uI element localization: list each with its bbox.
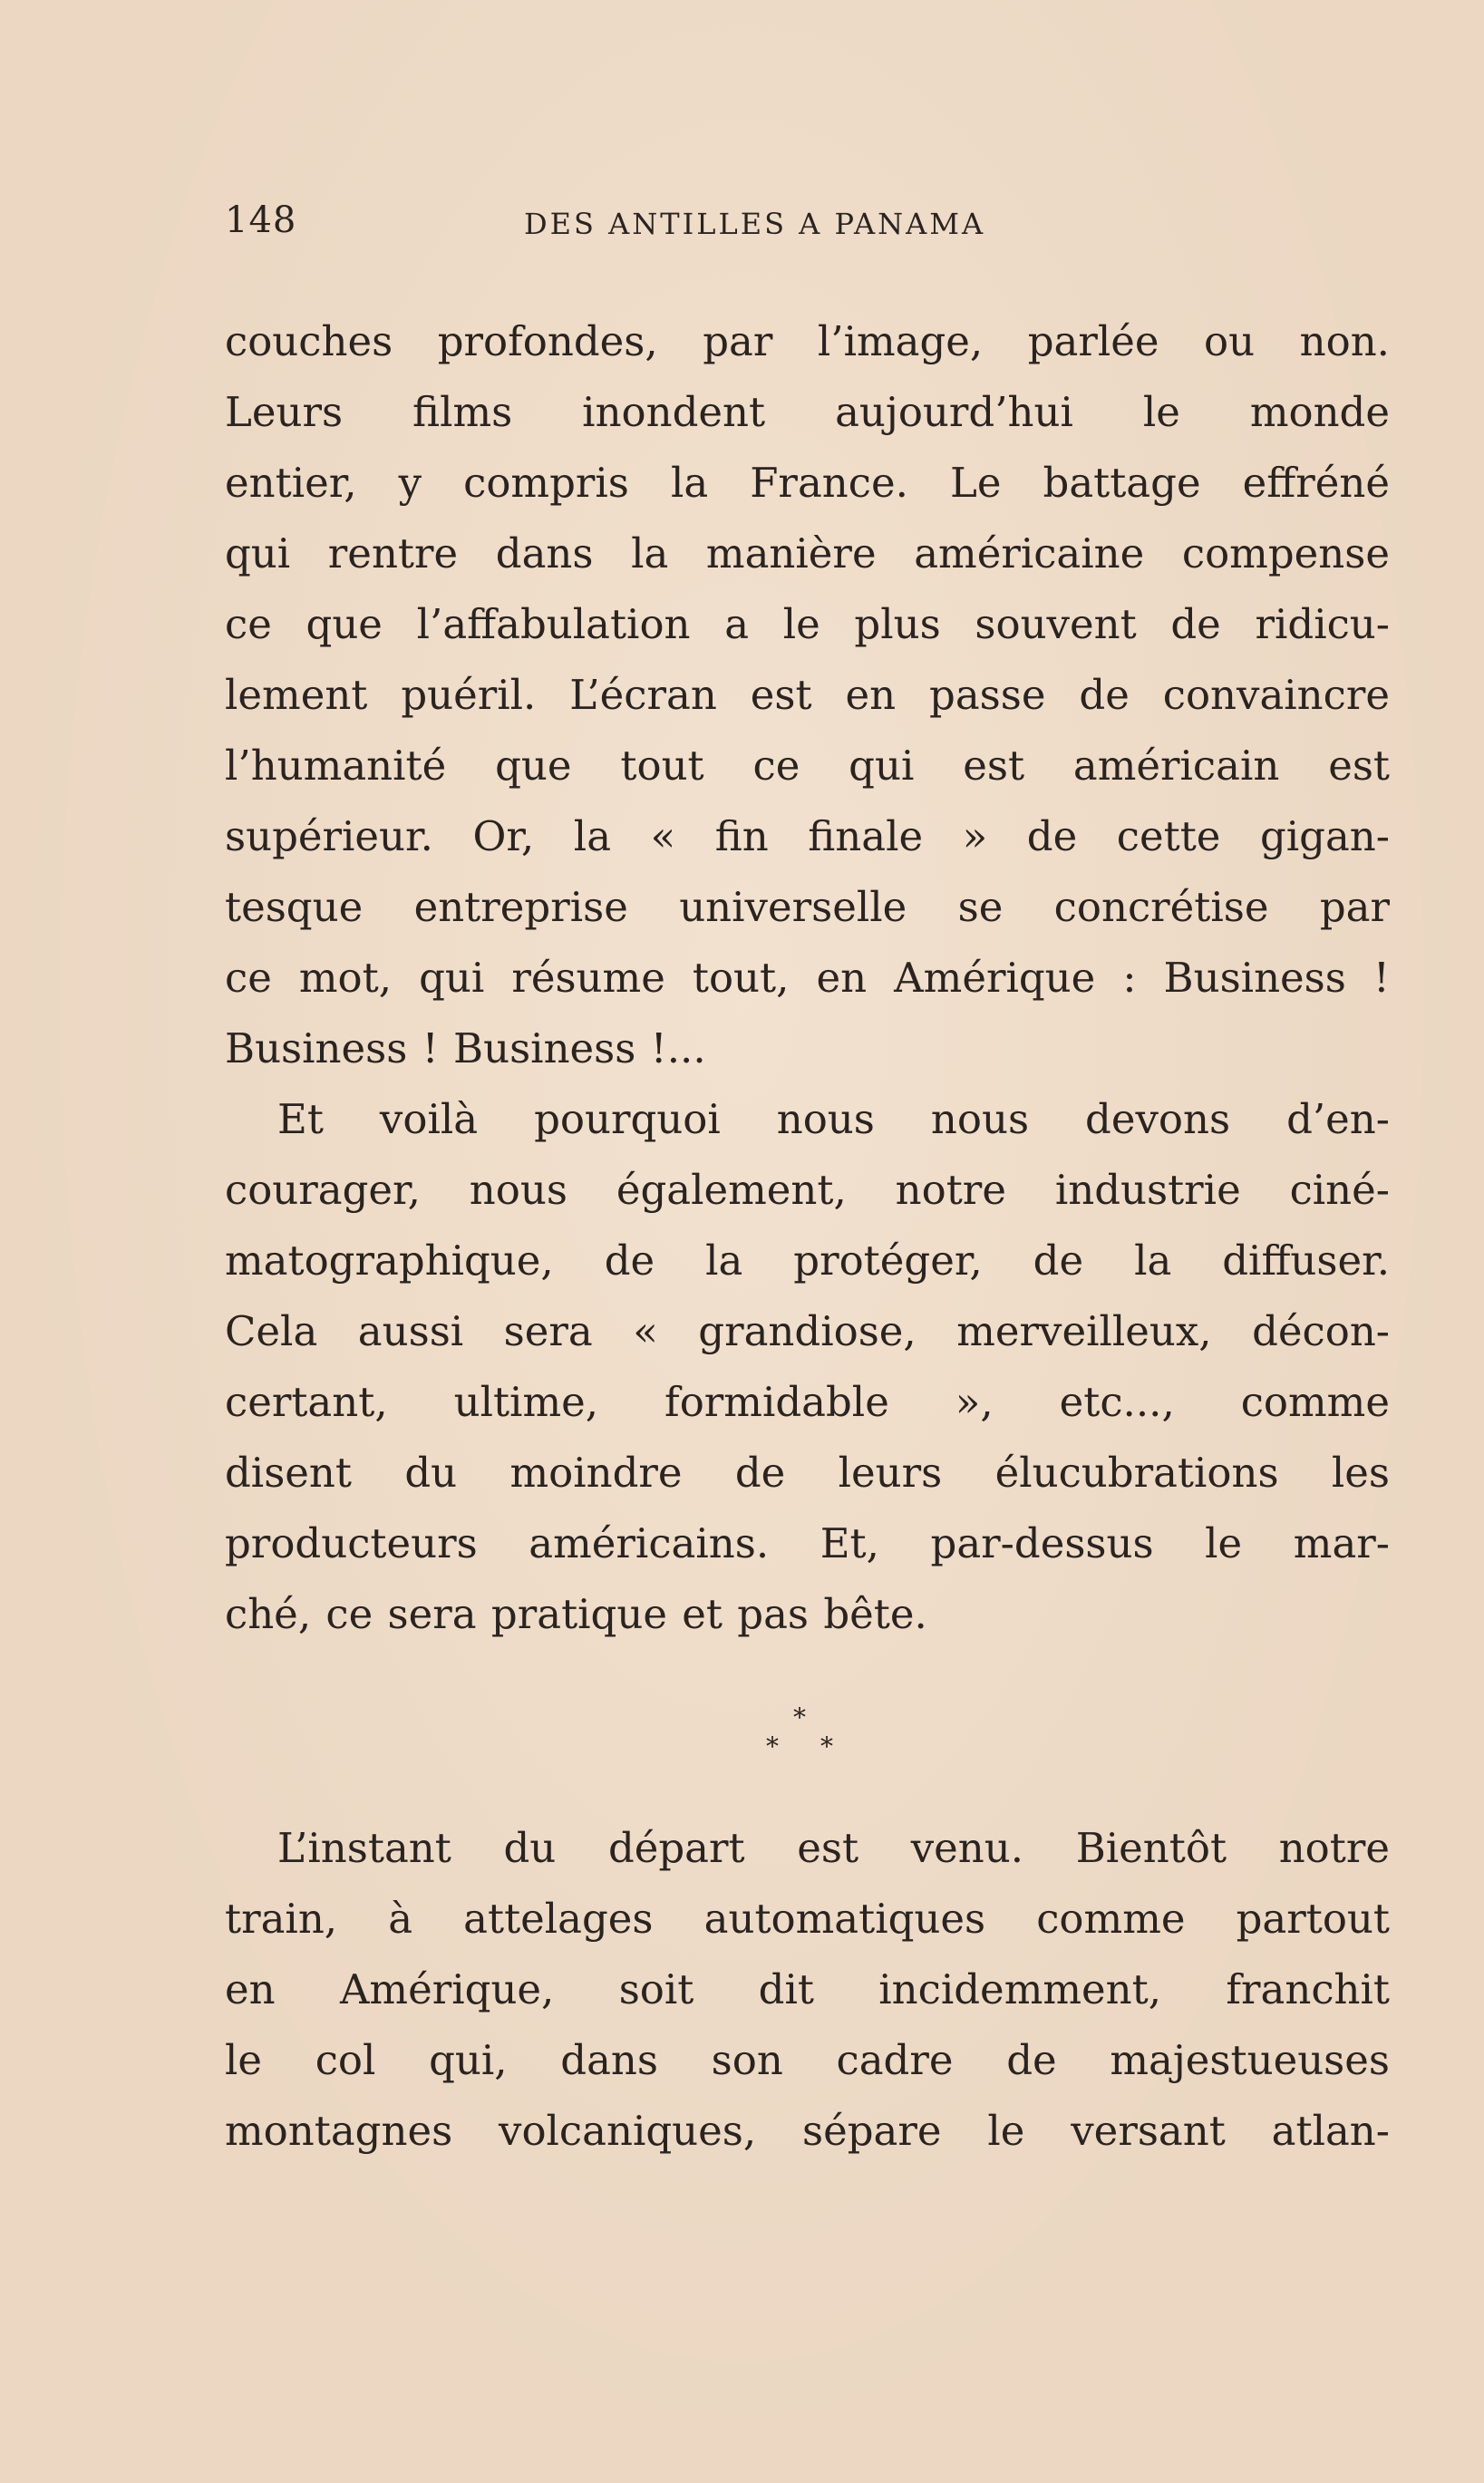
text-line: entier, y compris la France. Le battage effréné [225, 459, 1390, 507]
text-line: montagnes volcaniques, sépare le versant atlan- [225, 2107, 1390, 2155]
asterisk-glyph: * [766, 1731, 779, 1761]
text-line: Leurs films inondent aujourd’hui le monde [225, 388, 1390, 436]
text-line: courager, nous également, notre industrie ciné- [225, 1166, 1390, 1214]
text-line: Cela aussi sera « grandiose, merveilleux, décon- [225, 1307, 1390, 1355]
text-line: tesque entreprise universelle se concrétise par [225, 883, 1390, 931]
text-line: supérieur. Or, la « fin finale » de cette gigan- [225, 812, 1390, 860]
text-line: l’humanité que tout ce qui est américain est [225, 742, 1390, 790]
text-line: ce que l’affabulation a le plus souvent de ridicu- [225, 600, 1390, 648]
text-line: Et voilà pourquoi nous nous devons d’en- [277, 1095, 1390, 1143]
text-line: train, à attelages automatiques comme partout [225, 1895, 1390, 1943]
text-line: ce mot, qui résume tout, en Amérique : Business ! [225, 954, 1390, 1002]
text-line: producteurs américains. Et, par-dessus le mar- [225, 1519, 1390, 1567]
text-line: qui rentre dans la manière américaine compense [225, 529, 1390, 577]
running-head [225, 199, 1390, 254]
text-line: lement puéril. L’écran est en passe de convaincre [225, 671, 1390, 719]
body-text-upper [225, 306, 1390, 1650]
running-title: DES ANTILLES A PANAMA [524, 207, 986, 241]
body-text-lower [225, 1813, 1390, 2167]
page-number: 148 [225, 199, 297, 241]
text-line: ché, ce sera pratique et pas bête. [225, 1590, 927, 1638]
text-line: disent du moindre de leurs élucubrations les [225, 1449, 1390, 1497]
text-line: Business ! Business !... [225, 1024, 706, 1072]
text-line: le col qui, dans son cadre de majestueuses [225, 2036, 1390, 2084]
text-line: certant, ultime, formidable », etc..., comme [225, 1378, 1390, 1426]
section-break-asterism [725, 1702, 852, 1775]
text-line: L’instant du départ est venu. Bientôt notre [277, 1824, 1390, 1872]
text-line: couches profondes, par l’image, parlée ou non. [225, 317, 1390, 365]
text-line: matographique, de la protéger, de la diffuser. [225, 1237, 1390, 1285]
asterisk-glyph: * [793, 1702, 806, 1732]
asterisk-glyph: * [820, 1731, 833, 1761]
text-line: en Amérique, soit dit incidemment, franchit [225, 1965, 1390, 2013]
